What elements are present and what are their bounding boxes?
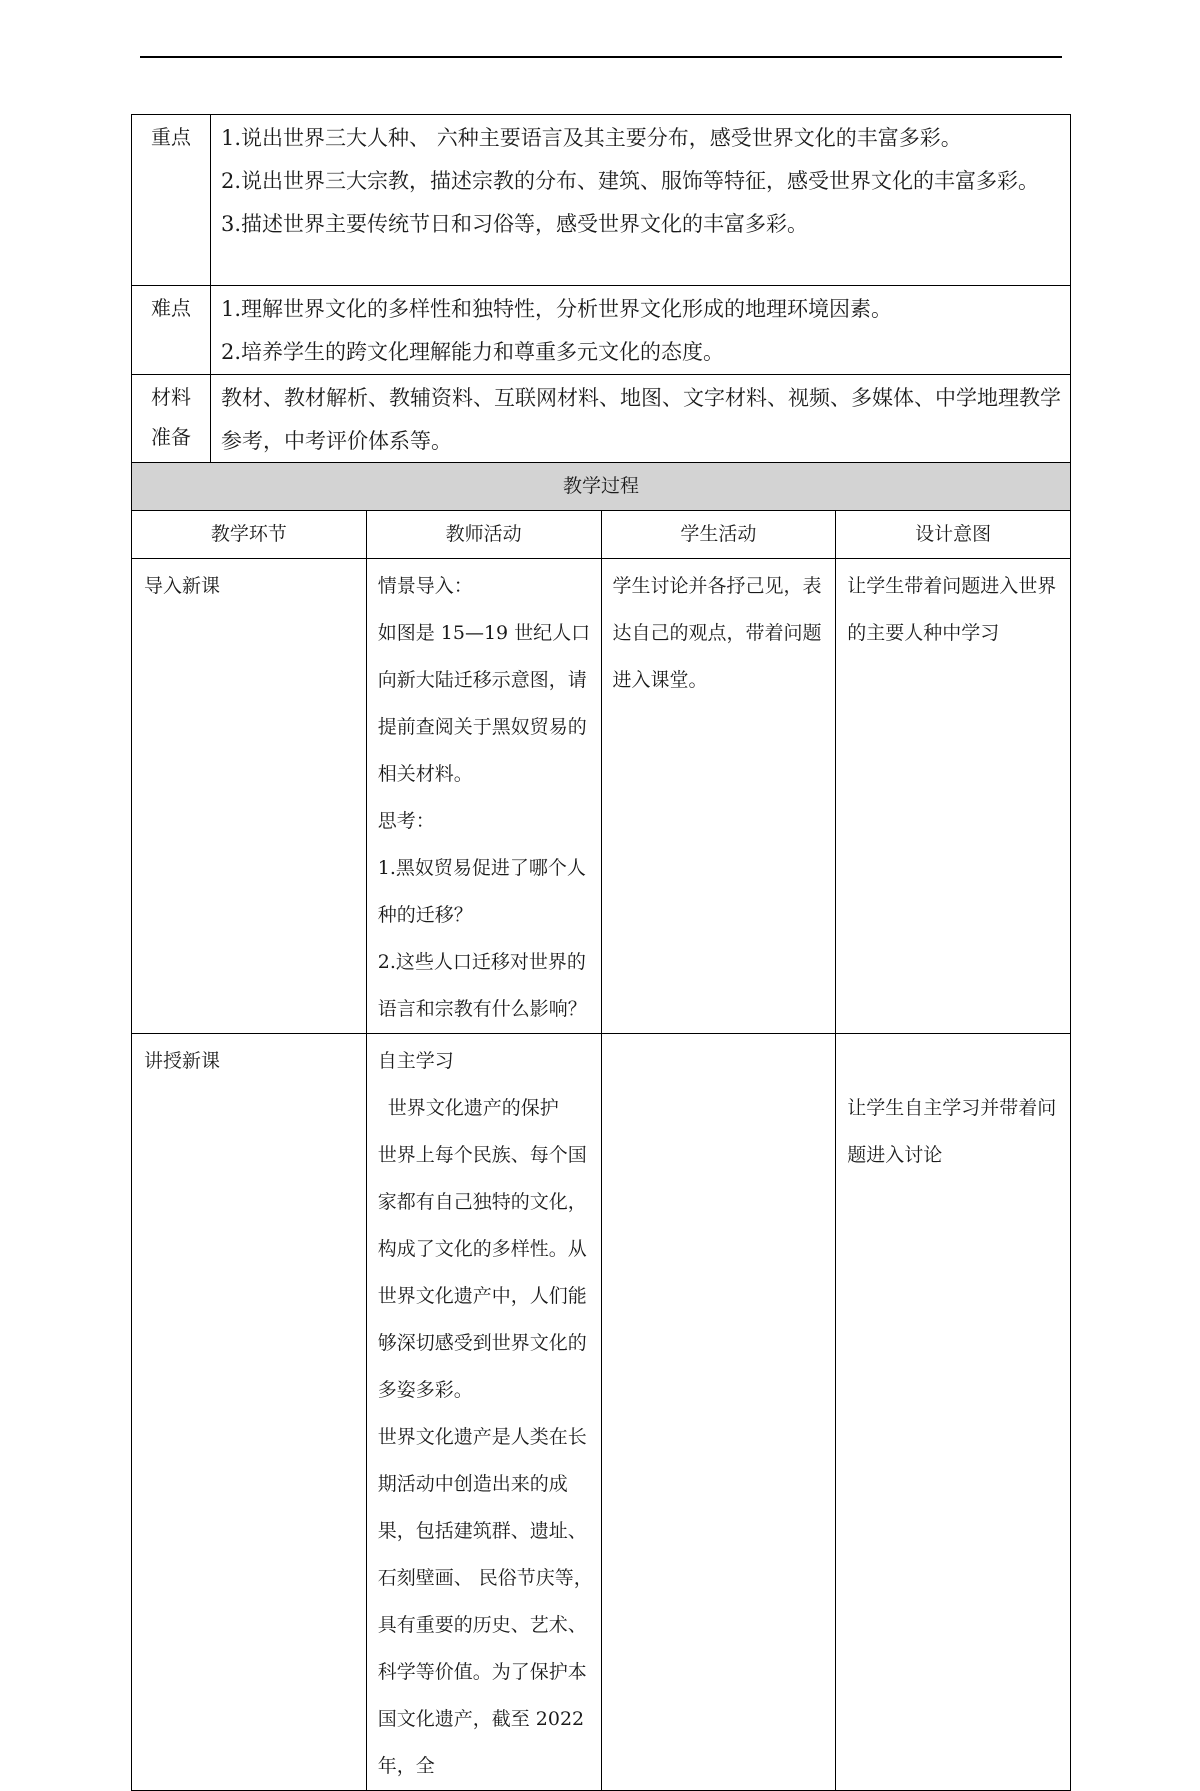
key-points-label: 重点	[132, 115, 211, 286]
teacher-activity-cell: 情景导入： 如图是 15—19 世纪人口向新大陆迁移示意图，请提前查阅关于黑奴贸易的相关材料。 思考： 1.黑奴贸易促进了哪个人种的迁移？ 2.这些人口迁移对世界的语言和宗教有什么影响？	[366, 559, 601, 1034]
header-stage: 教学环节	[132, 511, 367, 559]
key-point-item: 2.说出世界三大宗教，描述宗教的分布、建筑、服饰等特征，感受世界文化的丰富多彩。	[221, 169, 1040, 193]
process-banner-row	[132, 463, 1071, 511]
process-row-intro	[132, 559, 1071, 1034]
teaching-process-table	[131, 462, 1071, 1791]
stage-cell: 导入新课	[132, 559, 367, 1034]
objectives-table	[131, 114, 1071, 464]
key-points-content	[211, 115, 1071, 286]
design-intent-cell: 让学生自主学习并带着问题进入讨论	[836, 1034, 1071, 1791]
header-student-activity: 学生活动	[601, 511, 836, 559]
teacher-activity-cell: 自主学习 世界文化遗产的保护 世界上每个民族、每个国家都有自己独特的文化，构成了文化的多样性。从世界文化遗产中，人们能够深切感受到世界文化的多姿多彩。 世界文化遗产是人类在长期活动中创造出来的成果，包括建筑群、遗址、石刻壁画、 民俗节庆等，具有重要的历史、艺术、科学等价值。为了保护本国文化遗产，截至 2022 年，全	[366, 1034, 601, 1791]
difficulties-label: 难点	[132, 286, 211, 375]
materials-row	[132, 375, 1071, 464]
header-rule	[140, 56, 1062, 58]
process-header-row	[132, 511, 1071, 559]
materials-label: 材料 准备	[132, 375, 211, 464]
key-point-item: 1.说出世界三大人种、 六种主要语言及其主要分布，感受世界文化的丰富多彩。	[221, 126, 962, 150]
design-intent-cell: 让学生带着问题进入世界的主要人种中学习	[836, 559, 1071, 1034]
header-teacher-activity: 教师活动	[366, 511, 601, 559]
process-row-new-lesson	[132, 1034, 1071, 1791]
key-points-row	[132, 115, 1071, 286]
difficulty-item: 1.理解世界文化的多样性和独特性，分析世界文化形成的地理环境因素。	[221, 297, 893, 321]
difficulty-item: 2.培养学生的跨文化理解能力和尊重多元文化的态度。	[221, 340, 725, 364]
header-design-intent: 设计意图	[836, 511, 1071, 559]
difficulties-row	[132, 286, 1071, 375]
student-activity-cell: 学生讨论并各抒己见，表达自己的观点，带着问题进入课堂。	[601, 559, 836, 1034]
key-point-item: 3.描述世界主要传统节日和习俗等，感受世界文化的丰富多彩。	[221, 212, 809, 236]
process-banner: 教学过程	[132, 463, 1071, 511]
stage-cell: 讲授新课	[132, 1034, 367, 1791]
student-activity-cell	[601, 1034, 836, 1791]
difficulties-content	[211, 286, 1071, 375]
materials-content: 教材、教材解析、教辅资料、互联网材料、地图、文字材料、视频、多媒体、中学地理教学参考，中考评价体系等。	[211, 375, 1071, 464]
